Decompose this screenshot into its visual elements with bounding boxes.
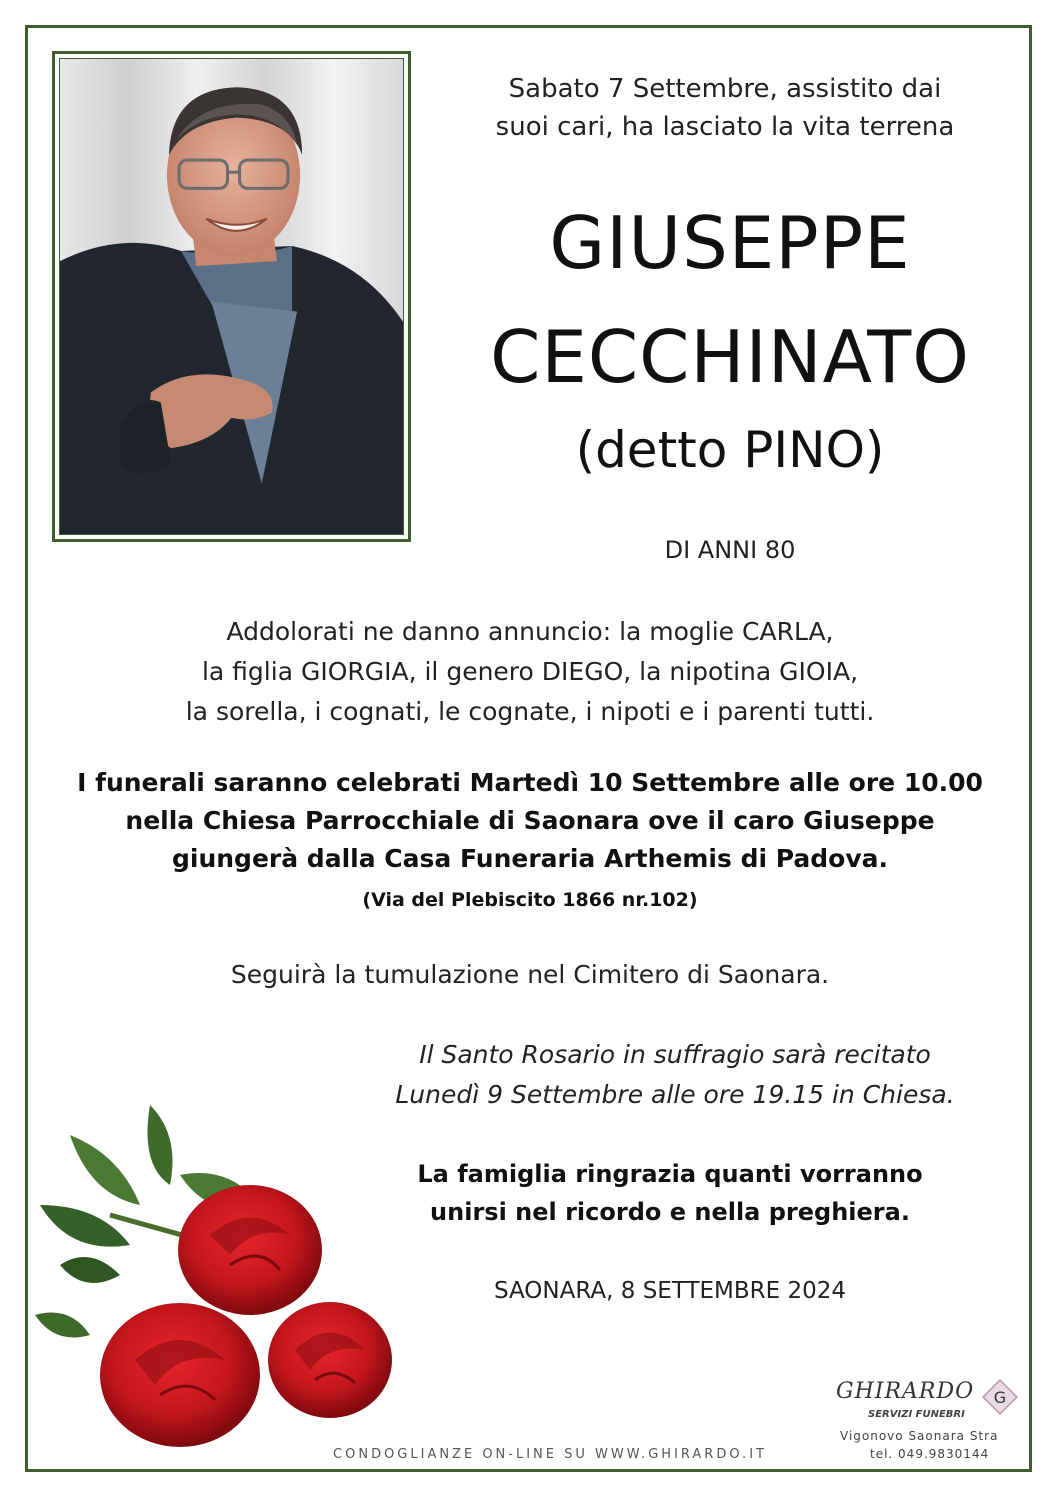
logo-name: GHIRARDO [836,1379,975,1404]
age: DI ANNI 80 [664,536,796,564]
logo-locations: Vigonovo Saonara Stra [840,1429,999,1443]
place-date: SAONARA, 8 SETTEMBRE 2024 [493,1278,847,1304]
rosary-line: Lunedì 9 Settembre alle ore 19.15 in Chiesa. [395,1080,955,1109]
red-roses-image [30,1095,410,1465]
announcement-line: la figlia GIORGIA, il genero DIEGO, la nipotina GIOIA, [201,657,859,686]
intro-line: Sabato 7 Settembre, assistito dai [508,74,942,104]
intro-line: suoi cari, ha lasciato la vita terrena [495,112,955,142]
rosary-note [360,1035,990,1115]
burial-note: Seguirà la tumulazione nel Cimitero di Saonara. [230,960,830,989]
logo-phone: tel. 049.9830144 [870,1447,990,1461]
family-announcement [60,612,1000,732]
logo-subtitle: SERVIZI FUNEBRI [868,1409,965,1420]
announcement-line: Addolorati ne danno annuncio: la moglie CARLA, [226,617,834,646]
family-thanks [380,1155,960,1231]
online-condolences-footer: CONDOGLIANZE ON-LINE SU WWW.GHIRARDO.IT [333,1447,767,1462]
funeral-service-logo [830,1375,1030,1470]
thanks-line: La famiglia ringrazia quanti vorranno [417,1160,923,1188]
last-name: CECCHINATO [490,315,970,399]
announcement-line: la sorella, i cognati, le cognate, i nipoti e i parenti tutti. [185,697,875,726]
thanks-line: unirsi nel ricordo e nella preghiera. [430,1198,910,1226]
death-notice-intro [440,70,1010,146]
nickname: (detto PINO) [575,421,885,479]
funeral-details [60,764,1000,878]
portrait-photo [59,58,404,535]
logo-diamond-icon [980,1377,1020,1417]
rosary-line: Il Santo Rosario in suffragio sarà recitato [419,1040,931,1069]
portrait-frame [52,51,411,542]
logo-mark-letter: G [993,1388,1007,1407]
funeral-home-address: (Via del Plebiscito 1866 nr.102) [362,889,698,911]
funeral-line: nella Chiesa Parrocchiale di Saonara ove il caro Giuseppe [125,806,935,835]
funeral-line: I funerali saranno celebrati Martedì 10 Settembre alle ore 10.00 [77,768,983,797]
funeral-line: giungerà dalla Casa Funeraria Arthemis di Padova. [171,844,889,873]
first-name: GIUSEPPE [549,201,911,285]
